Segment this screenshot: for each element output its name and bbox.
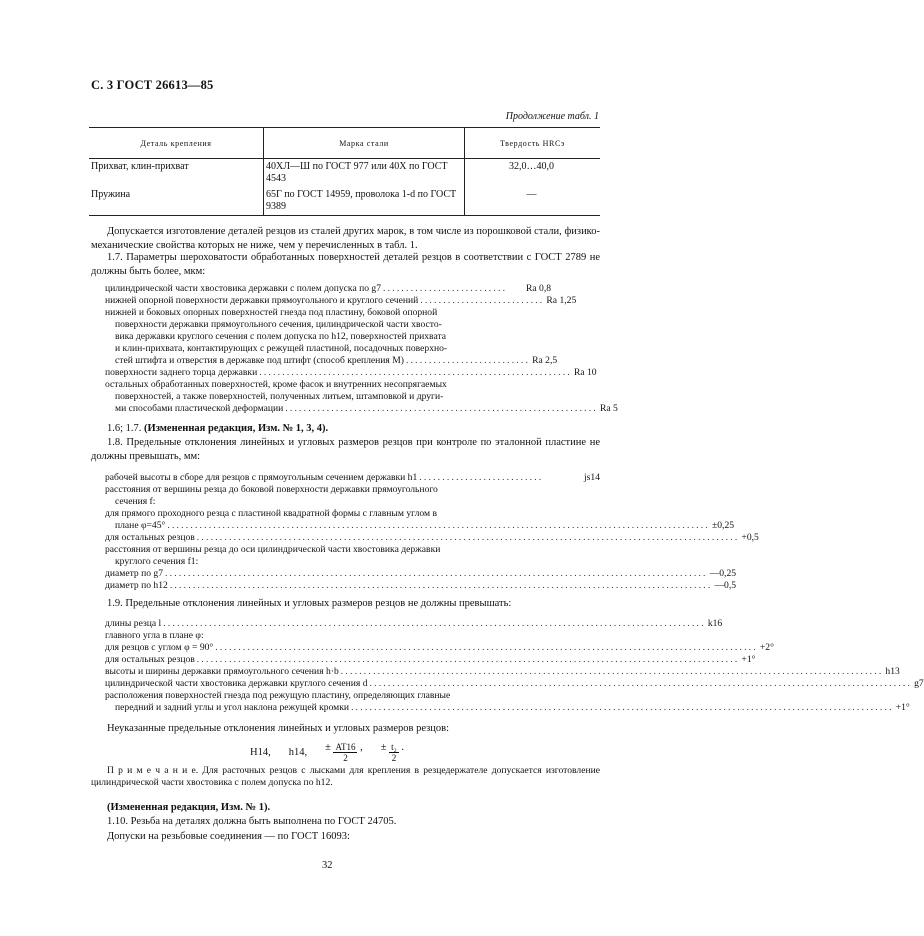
page-header: С. 3 ГОСТ 26613—85 (91, 78, 214, 92)
item-value: +1° (895, 702, 910, 713)
table-row (89, 159, 600, 188)
paragraph-other-steels: Допускается изготовление деталей резцов из сталей других марок, в том числе из порошковой стали, физико-механические свойства которых не ниже, чем у перечисленных в табл. 1. (91, 226, 600, 251)
item-label: для резцов с углом φ = 90° (105, 642, 214, 653)
list-item: длины резца l ...................................................................................................................... k16 (105, 618, 723, 629)
cell-hardness: 32,0…40,0 (465, 159, 601, 188)
cell-part: Прихват, клин-прихват (91, 161, 189, 172)
list-item: цилиндрической части хвостовика державки круглого сечения d ...................................................................................................................... g7 (105, 678, 924, 689)
list-item: передний и задний углы и угол наклона режущей кромки ...................................................................................................................... +1° (115, 702, 910, 713)
list-item: плане φ=45° ...................................................................................................................... ±0,25 (115, 520, 735, 531)
item-label: нижней и боковых опорных поверхностей гнезда под пластину, боковой опорной (105, 307, 438, 318)
item-value: g7 (914, 678, 924, 689)
item-label: ми способами пластической деформации (115, 403, 284, 414)
item-label: для остальных резцов (105, 654, 195, 665)
paragraph-1-9: 1.9. Предельные отклонения линейных и угловых размеров резцов не должны превышать: (107, 598, 512, 609)
item-label: диаметр по g7 (105, 568, 164, 579)
item-value: k16 (707, 618, 723, 629)
cell-steel: 40ХЛ—Ш по ГОСТ 977 или 40Х по ГОСТ 4543 (264, 159, 465, 188)
column-header-steel: Марка стали (264, 128, 465, 159)
item-label: нижней опорной поверхности державки прямоугольного и круглого сечений (105, 295, 419, 306)
list-item: диаметр по g7 ...................................................................................................................... —0,25 (105, 568, 737, 579)
list-item: для резцов с углом φ = 90° ...................................................................................................................... +2° (105, 642, 774, 653)
item-label: для прямого проходного резца с пластиной квадратной формы с главным углом в (105, 508, 437, 519)
item-value: js14 (584, 472, 600, 483)
item-label: поверхности державки прямоугольного сечения, цилиндрической части хвосто- (115, 319, 442, 330)
paragraph-1-8: 1.8. Предельные отклонения линейных и угловых размеров резцов при контроле по эталонной пластине не должны превышать, мм: (91, 437, 600, 462)
item-value: +1° (741, 654, 756, 665)
item-label: рабочей высоты в сборе для резцов с прямоугольным сечением державки h1 (105, 472, 418, 483)
paragraph-unspecified: Неуказанные предельные отклонения линейных и угловых размеров резцов: (107, 723, 450, 734)
cell-steel: 65Г по ГОСТ 14959, проволока 1-d по ГОСТ 9389 (264, 187, 465, 216)
edition-note-1: 1.6; 1.7. (Измененная редакция, Изм. № 1, 3, 4). (107, 423, 329, 434)
item-value: Ra 1,25 (546, 295, 577, 306)
note-text: Для расточных резцов с лысками для крепления в резцедержателе допускается изготовление цилиндрической части хвостовика с полем допуска по h12. (91, 765, 600, 788)
list-item: цилиндрической части хвостовика державки с полем допуска по g7 ........................... Ra 0,8 (105, 283, 600, 295)
column-header-part: Деталь крепления (89, 128, 264, 159)
item-label: передний и задний углы и угол наклона режущей кромки (115, 702, 350, 713)
item-label: поверхностей, а также поверхностей, полученных литьем, штамповкой и други- (115, 391, 444, 402)
item-value: Ra 0,8 (526, 283, 552, 294)
paragraph-1-10: 1.10. Резьба на деталях должна быть выполнена по ГОСТ 24705. (107, 816, 397, 827)
item-label: круглого сечения f1: (115, 556, 199, 567)
item-label: диаметр по h12 (105, 580, 168, 591)
list-item: для остальных резцов ...................................................................................................................... +0,5 (105, 532, 759, 543)
item-label: цилиндрической части хвостовика державки круглого сечения d (105, 678, 368, 689)
note-label: П р и м е ч а н и е. (107, 765, 199, 776)
item-label: цилиндрической части хвостовика державки с полем допуска по g7 (105, 283, 382, 294)
item-label: длины резца l (105, 618, 162, 629)
list-item: стей штифта и отверстия в державке под штифт (способ крепления М) ........................... Ra 2,5 (115, 355, 600, 367)
edition-note-2: (Измененная редакция, Изм. № 1). (107, 802, 271, 813)
item-label: остальных обработанных поверхностей, кроме фасок и внутренних несопрягаемых (105, 379, 447, 390)
item-label: поверхности заднего торца державки (105, 367, 258, 378)
item-label: для остальных резцов (105, 532, 195, 543)
item-value: +2° (759, 642, 774, 653)
item-value: Ra 2,5 (532, 355, 558, 366)
item-value: Ra 10 (573, 367, 597, 378)
formula-term-h14-upper: H14, (250, 747, 271, 758)
list-item: для остальных резцов ...................................................................................................................... +1° (105, 654, 756, 665)
table-continuation-caption: Продолжение табл. 1 (505, 111, 599, 122)
item-value: —0,25 (709, 568, 737, 579)
item-label: плане φ=45° (115, 520, 166, 531)
list-item: поверхности заднего торца державки .................................................................... Ra 10 (105, 367, 600, 379)
formula-term-h14-lower: h14, (288, 747, 308, 758)
column-header-hardness: Твердость HRCэ (465, 128, 601, 159)
item-label: и клин-прихвата, контактирующих с режущей пластиной, посадочных поверхно- (115, 343, 448, 354)
table-row (89, 187, 600, 216)
item-label: расстояния от вершины резца до боковой поверхности державки прямоугольного (105, 484, 438, 495)
item-label: главного угла в плане φ: (105, 630, 204, 641)
formula-term-t2: ± $\frac{\text{t₂}}{2}$ . (380, 742, 405, 763)
item-label: вика державки круглого сечения с полем допуска по h12, поверхностей прихвата (115, 331, 447, 342)
item-value: +0,5 (741, 532, 759, 543)
list-item: высоты и ширины державки прямоугольного сечения h·b ...................................................................................................................... h13 (105, 666, 900, 677)
cell-hardness: — (465, 187, 601, 216)
steel-table (89, 127, 600, 216)
paragraph-thread: Допуски на резьбовые соединения — по ГОСТ 16093: (107, 831, 350, 842)
note (91, 765, 600, 789)
item-value: —0,5 (714, 580, 737, 591)
item-label: расстояния от вершины резца до оси цилиндрической части хвостовика державки (105, 544, 441, 555)
page-number: 32 (322, 860, 333, 871)
item-label: сечения f: (115, 496, 156, 507)
formula-term-at16: ± $\frac{AT16}{2}$ , (325, 742, 363, 763)
item-label: стей штифта и отверстия в державке под штифт (способ крепления М) (115, 355, 404, 366)
list-item: рабочей высоты в сборе для резцов с прямоугольным сечением державки h1 ........................... js14 (105, 472, 600, 483)
paragraph-1-7: 1.7. Параметры шероховатости обработанных поверхностей деталей резцов в соответствии с ГОСТ 2789 не должны быть более, мкм: (91, 252, 600, 277)
cell-part: Пружина (89, 187, 264, 216)
item-value: Ra 5 (599, 403, 618, 414)
item-label: высоты и ширины державки прямоугольного сечения h·b (105, 666, 339, 677)
item-value: ±0,25 (711, 520, 735, 531)
item-value: h13 (885, 666, 900, 677)
tolerance-formula (250, 742, 404, 763)
list-item: диаметр по h12 ...................................................................................................................... —0,5 (105, 580, 737, 591)
item-label: расположения поверхностей гнезда под режущую пластину, определяющих главные (105, 690, 451, 701)
list-item: нижней опорной поверхности державки прямоугольного и круглого сечений ........................... Ra 1,25 (105, 295, 600, 307)
list-item: ми способами пластической деформации .................................................................... Ra 5 (115, 403, 618, 414)
